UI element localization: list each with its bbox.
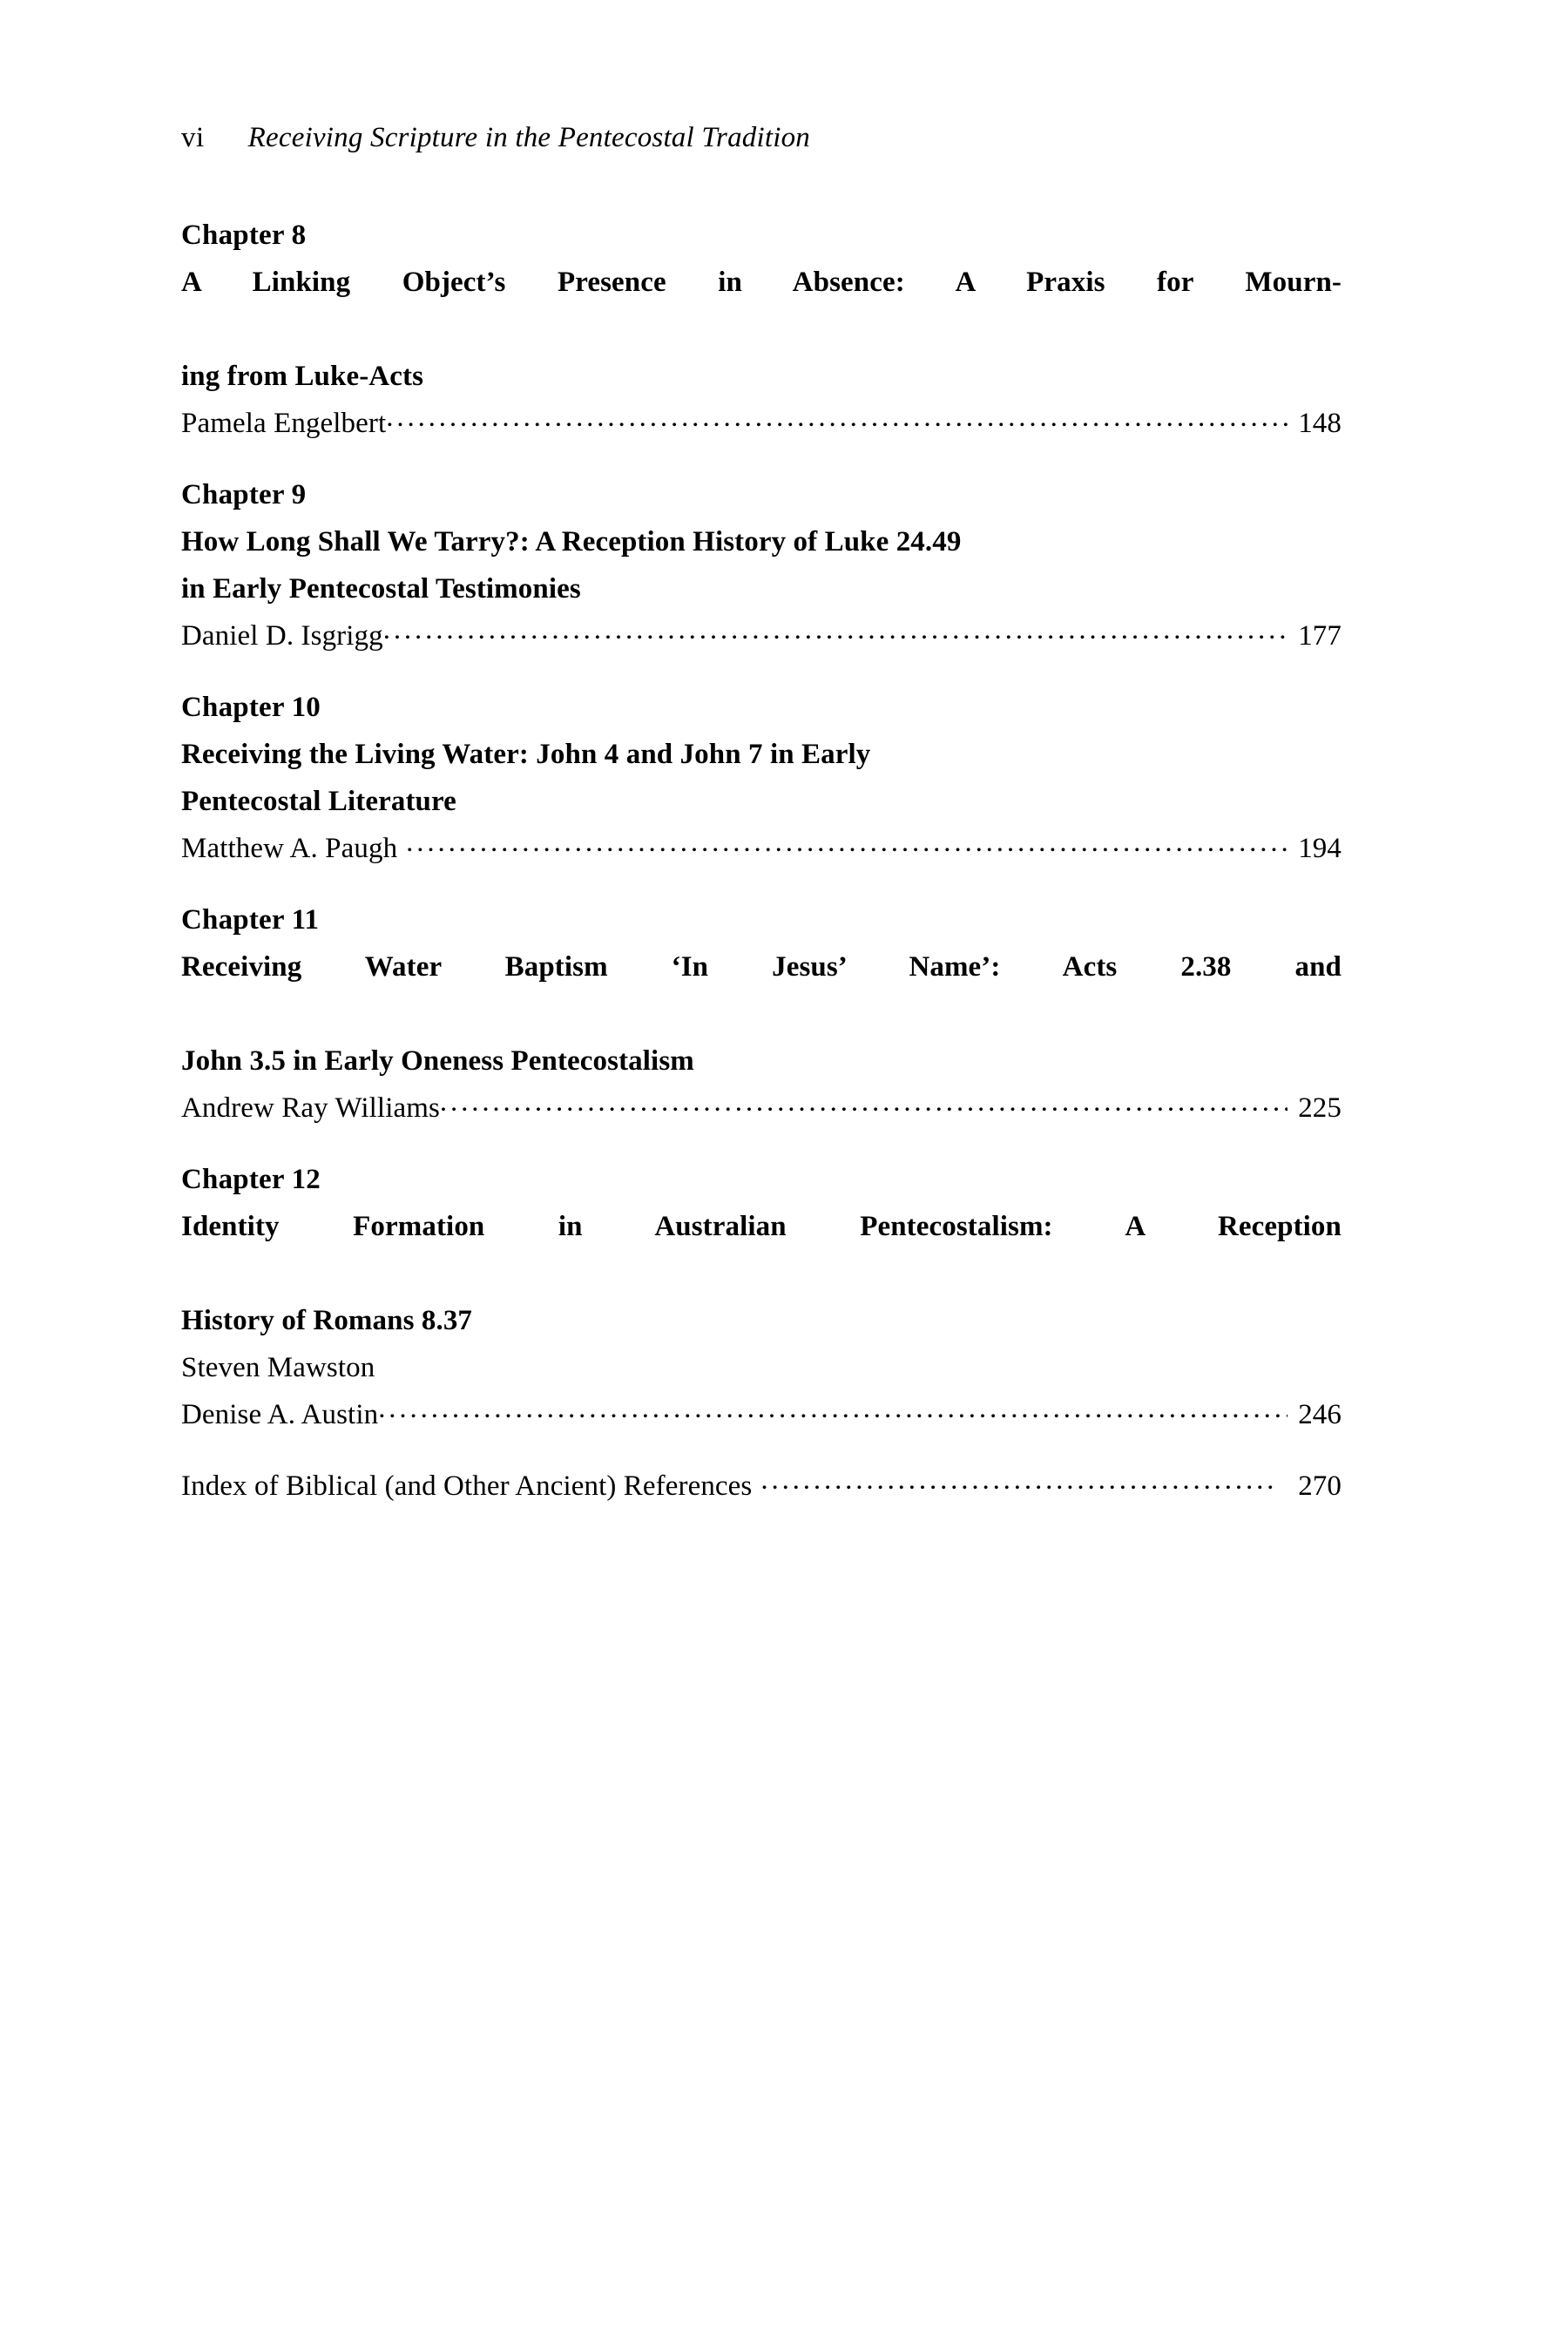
- chapter-title-line: Receiving Water Baptism ‘In Jesus’ Name’: Acts 2.38 and: [181, 951, 1342, 983]
- chapter-title-line: History of Romans 8.37: [181, 1305, 473, 1336]
- chapter-title-line: How Long Shall We Tarry?: A Reception History of Luke 24.49: [181, 526, 962, 558]
- toc-entry-index: [181, 1463, 1342, 1510]
- chapter-title-line: Pentecostal Literature: [181, 786, 456, 817]
- page-number: 148: [1298, 408, 1342, 439]
- page-number: 270: [1298, 1470, 1342, 1502]
- dot-leader: [440, 1088, 1288, 1117]
- author-name: Andrew Ray Williams: [181, 1092, 440, 1124]
- chapter-title-line: A Linking Object’s Presence in Absence: A Praxis for Mourn-: [181, 267, 1342, 298]
- page-number: 194: [1298, 833, 1342, 864]
- dot-leader: [383, 616, 1288, 645]
- chapter-title: [181, 1203, 1342, 1344]
- chapter-title: [181, 943, 1342, 1085]
- author-name: Steven Mawston: [181, 1352, 375, 1383]
- dot-leader: [406, 828, 1288, 857]
- toc-author-line[interactable]: [181, 1391, 1342, 1438]
- chapter-label: Chapter 10: [181, 692, 321, 723]
- toc-author-line[interactable]: [181, 612, 1342, 659]
- toc-author-line[interactable]: [181, 1085, 1342, 1132]
- chapter-title-line: ing from Luke-Acts: [181, 361, 424, 392]
- toc-author-line[interactable]: [181, 400, 1342, 447]
- page-number: 177: [1298, 620, 1342, 652]
- chapter-label: Chapter 12: [181, 1164, 321, 1195]
- dot-leader: [378, 1395, 1288, 1423]
- dot-leader: [386, 403, 1288, 432]
- running-title: Receiving Scripture in the Pentecostal Tradition: [247, 122, 811, 153]
- toc-entry: [181, 471, 1342, 659]
- chapter-label: Chapter 8: [181, 220, 307, 251]
- chapter-title-line: John 3.5 in Early Oneness Pentecostalism: [181, 1045, 694, 1077]
- toc-entry: [181, 896, 1342, 1132]
- author-name: Daniel D. Isgrigg: [181, 620, 383, 652]
- toc-entry: [181, 684, 1342, 872]
- page-number: 225: [1298, 1092, 1342, 1124]
- page-folio: vi: [181, 122, 205, 153]
- toc-entry: [181, 1156, 1342, 1438]
- index-line[interactable]: [181, 1463, 1342, 1510]
- chapter-title-line: in Early Pentecostal Testimonies: [181, 573, 581, 605]
- dot-leader: [760, 1466, 1277, 1495]
- toc-entry: [181, 212, 1342, 447]
- table-of-contents: [181, 212, 1342, 1510]
- toc-author-line[interactable]: [181, 825, 1342, 872]
- running-head: [181, 124, 1342, 172]
- page-number: 246: [1298, 1399, 1342, 1430]
- chapter-label: Chapter 11: [181, 904, 320, 936]
- author-name: Denise A. Austin: [181, 1399, 379, 1430]
- chapter-title: [181, 518, 1342, 612]
- chapter-label: Chapter 9: [181, 479, 307, 510]
- chapter-title-line: Receiving the Living Water: John 4 and John 7 in Early: [181, 739, 871, 770]
- chapter-title: [181, 731, 1342, 825]
- chapter-title-line: Identity Formation in Australian Pentecostalism: A Reception: [181, 1211, 1342, 1242]
- author-name: Matthew A. Paugh: [181, 833, 398, 864]
- index-label: Index of Biblical (and Other Ancient) References: [181, 1470, 753, 1502]
- author-name: Pamela Engelbert: [181, 408, 387, 439]
- chapter-title: [181, 259, 1342, 400]
